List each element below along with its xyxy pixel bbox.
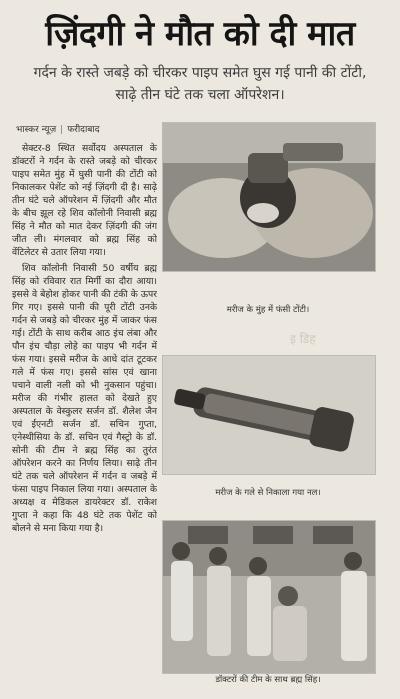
faded-background-text: इ डिह (290, 332, 316, 346)
caption-3: डॉक्टरों की टीम के साथ ब्रह्म सिंह। (215, 675, 321, 685)
byline-source: भास्कर न्यूज़ (16, 125, 57, 135)
extracted-tap-photo (162, 355, 376, 475)
body-paragraph-2: शिव कॉलोनी निवासी 50 वर्षीय ब्रह्म सिंह को रविवार रात मिर्गी का दौरा आया। इससे वे बेहोश होकर पानी की टंकी के ऊपर गिर गए। इससे पानी की पूरी टोंटी उनके गर्दन से जबड़े को चीरकर मुंह में जाकर फंस गई। टोंटी के साथ करीब आठ इंच लंबा और पौन इंच चौड़ा लोहे का पाइप भी गर्दन में फंस गया। इससे मरीज के आधे दांत टूटकर गले में फंस गए। इससे सांस एवं खाना पचाने वाली नली को भी नुकसान पहुंचा। मरीज की गंभीर हालत को देखते हुए अस्पताल के वेस्कुलर सर्जन डॉ. शैलेश जैन एवं ईएनटी सर्जन डॉ. सचिन गुप्ता, एनेस्थीसिया के डॉ. सचिन एवं गैस्ट्रो के डॉ. सोनी की टीम ने ब्रह्म सिंह का तुरंत ऑपरेशन करने का निर्णय लिया। साढ़े तीन घंटे तक चले ऑपरेशन में गर्दन व जबड़े में फंसा पाइप निकाल लिया गया। अस्पताल के अध्यक्ष व मेडिकल डायरेक्टर डॉ. राकेश गुप्ता ने कहा कि 48 घंटे तक पेशेंट को बोलने से मना किया गया है। (12, 263, 157, 534)
body-paragraph-1: सेक्टर-8 स्थित सर्वोदय अस्पताल के डॉक्टरों ने गर्दन के रास्ते जबड़े को चीरकर पाइप समेत मुंह में घुसी पानी की टोंटी को निकालकर पेशेंट को नई ज़िंदगी दी है। साढ़े तीन घंटे चले ऑपरेशन में ज़िंदगी और मौत के बीच झूल रहे शिव कॉलोनी निवासी ब्रह्म सिंह ने मौत को मात देकर ज़िंदगी की जंग जीत ली। मंगलवार को ब्रह्म सिंह को वेंटिलेटर से उतार लिया गया। (12, 143, 157, 258)
caption-2: मरीज के गले से निकाला गया नल। (215, 488, 321, 498)
doctors-team-photo (162, 520, 376, 674)
subheadline: गर्दन के रास्ते जबड़े को चीरकर पाइप समेत घुस गई पानी की टोंटी, साढ़े तीन घंटे तक चला ऑपरेशन। (33, 65, 367, 103)
byline-separator: | (60, 125, 64, 135)
byline (16, 122, 100, 135)
article-body (12, 142, 157, 687)
caption-1: मरीज के मुंह में फंसी टोंटी। (226, 305, 310, 315)
byline-location: फरीदाबाद (67, 125, 100, 135)
patient-mouth-photo (162, 122, 376, 272)
headline: ज़िंदगी ने मौत को दी मात (45, 14, 355, 54)
